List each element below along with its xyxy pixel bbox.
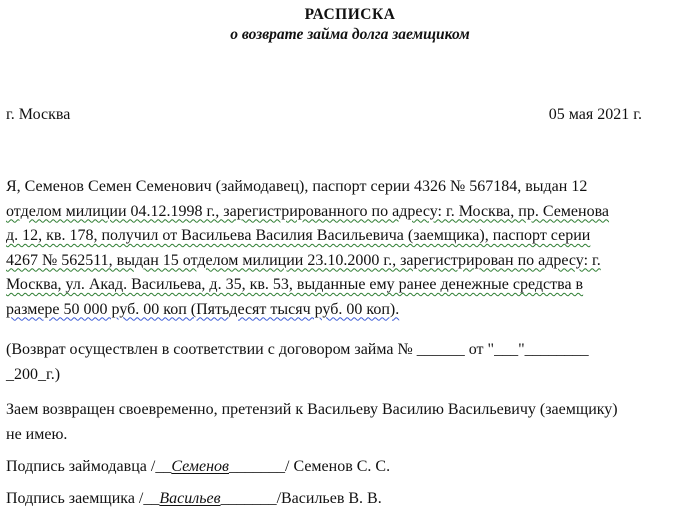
borrower-signature-line: [6, 490, 382, 508]
document-title: РАСПИСКА: [304, 6, 396, 23]
lender-signature-label: Подпись займодавца /__: [6, 458, 172, 475]
borrower-signature-handwritten: Васильев: [159, 490, 221, 507]
paragraph-line: Заем возвращен своевременно, претензий к Васильеву Василию Васильевичу (заемщику): [6, 401, 618, 418]
document-date: 05 мая 2021 г.: [548, 106, 642, 123]
paragraph-line: д. 12, кв. 178, получил от Васильева Василия Васильевича (заемщика), паспорт серии: [6, 227, 591, 244]
city: г. Москва: [6, 106, 71, 123]
contract-paragraph: [6, 338, 694, 387]
main-paragraph: [6, 175, 694, 322]
borrower-signature-suffix: _______/Васильев В. В.: [220, 490, 382, 507]
document-subtitle: о возврате займа долга заемщиком: [230, 26, 470, 43]
paragraph-line: Москва, ул. Акад. Васильева, д. 35, кв. 53, выданные ему ранее денежные средства в: [6, 276, 584, 293]
lender-signature-handwritten: Семенов: [171, 458, 229, 475]
paragraph-line: (Возврат осуществлен в соответствии с договором займа № ______ от "___"________: [6, 341, 589, 358]
paragraph-line: отделом милиции 04.12.1998 г., зарегистрированного по адресу: г. Москва, пр. Семенова: [6, 202, 610, 220]
paragraph-line: не имею.: [6, 425, 68, 443]
lender-signature-line: [6, 458, 390, 476]
paragraph-line: _200_г.): [6, 365, 61, 383]
borrower-signature-label: Подпись заемщика /__: [6, 490, 160, 507]
paragraph-line: размере 50 000 руб. 00 коп (Пятьдесят тысяч руб. 00 коп).: [6, 300, 400, 318]
lender-signature-suffix: _______/ Семенов С. С.: [229, 458, 391, 475]
paragraph-line: 4267 № 562511, выдан 15 отделом милиции 23.10.2000 г., зарегистрирован по адресу: г.: [6, 251, 601, 269]
claims-paragraph: [6, 398, 694, 447]
paragraph-line: Я, Семенов Семен Семенович (займодавец), паспорт серии 4326 № 567184, выдан 12: [6, 178, 588, 195]
